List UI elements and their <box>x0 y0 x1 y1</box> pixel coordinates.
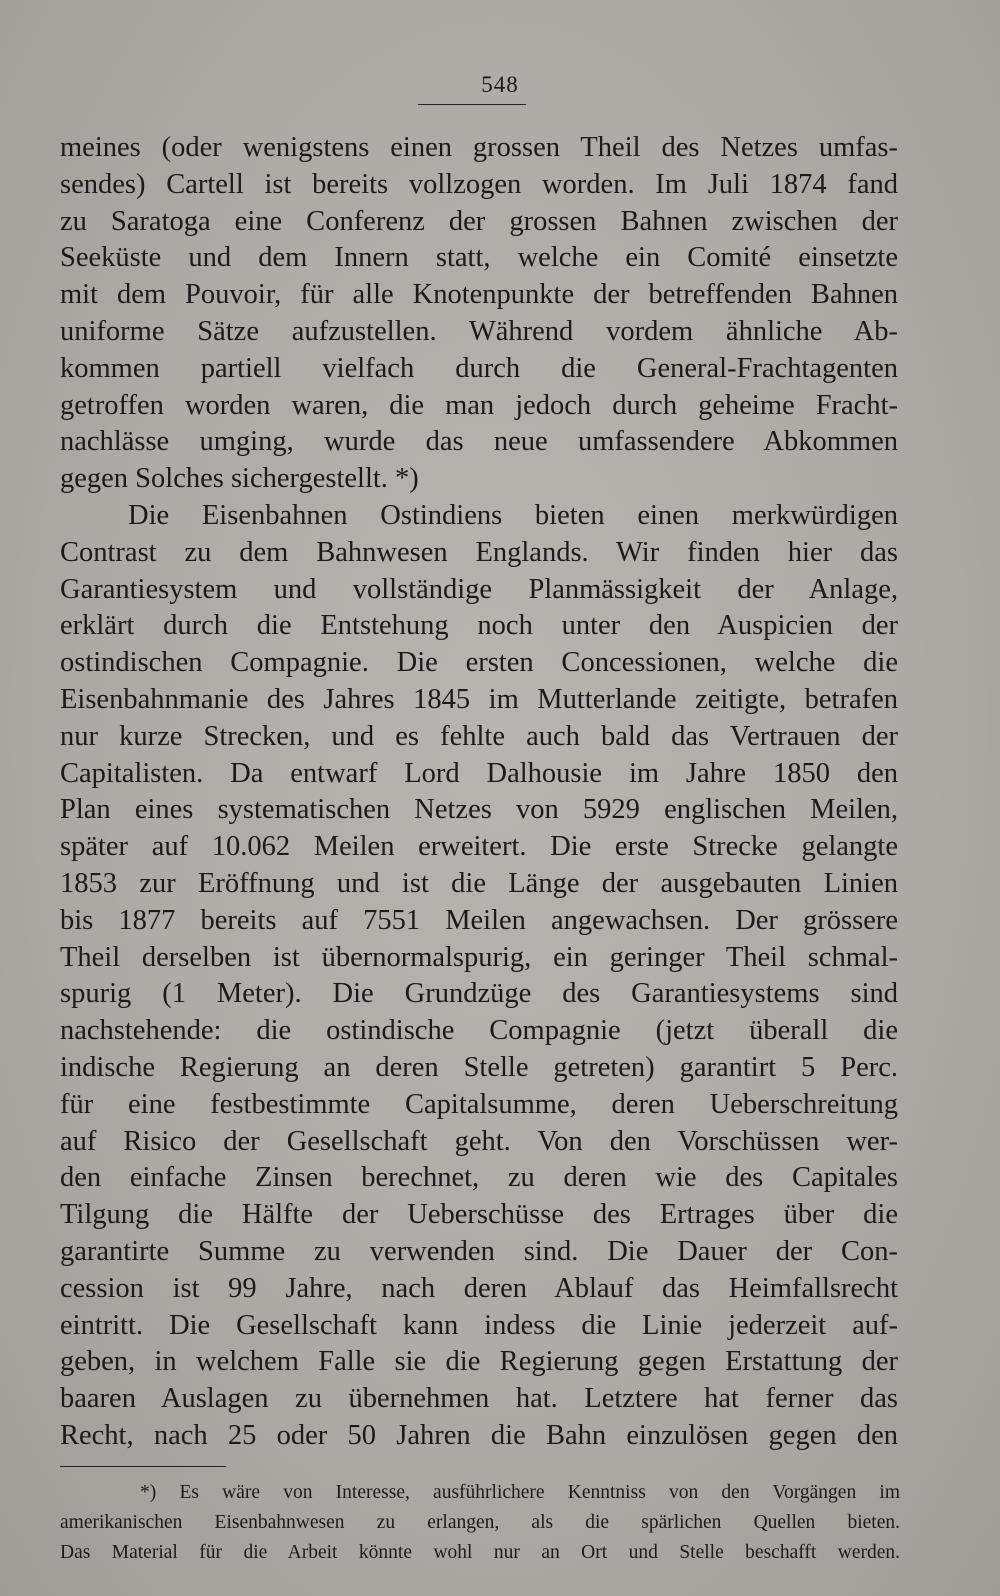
text-line: gegen Solches sichergestellt. *) <box>60 463 419 495</box>
text-line: Plan eines systematischen Netzes von 5929 englischen Meilen, <box>60 794 898 826</box>
text-line: Theil derselben ist übernormalspurig, ein geringer Theil schmal- <box>60 941 898 973</box>
text-line: spurig (1 Meter). Die Grundzüge des Garantiesystems sind <box>60 978 898 1010</box>
text-line: nachstehende: die ostindische Compagnie (jetzt überall die <box>60 1015 898 1047</box>
text-line: indische Regierung an deren Stelle getreten) garantirt 5 Perc. <box>60 1051 898 1083</box>
text-line: Recht, nach 25 oder 50 Jahren die Bahn einzulösen gegen den <box>60 1419 898 1451</box>
footnote-line: Das Material für die Arbeit könnte wohl nur an Ort und Stelle beschafft werden. <box>60 1542 900 1563</box>
text-line: geben, in welchem Falle sie die Regierung gegen Erstattung der <box>60 1346 898 1378</box>
text-line: Seeküste und dem Innern statt, welche ein Comité einsetzte <box>60 242 898 274</box>
text-line: erklärt durch die Entstehung noch unter den Auspicien der <box>60 610 898 642</box>
text-line: uniforme Sätze aufzustellen. Während vordem ähnliche Ab- <box>60 315 898 347</box>
text-line: Tilgung die Hälfte der Ueberschüsse des Ertrages über die <box>60 1199 898 1231</box>
text-line: cession ist 99 Jahre, nach deren Ablauf das Heimfallsrecht <box>60 1272 898 1304</box>
text-line: Capitalisten. Da entwarf Lord Dalhousie im Jahre 1850 den <box>60 757 898 789</box>
text-line: auf Risico der Gesellschaft geht. Von den Vorschüssen wer- <box>60 1125 898 1157</box>
text-line: Eisenbahnmanie des Jahres 1845 im Mutterlande zeitigte, betrafen <box>60 683 898 715</box>
text-line: bis 1877 bereits auf 7551 Meilen angewachsen. Der grössere <box>60 904 898 936</box>
footnote <box>60 1478 900 1568</box>
text-line: nur kurze Strecken, und es fehlte auch bald das Vertrauen der <box>60 720 898 752</box>
text-line: meines (oder wenigstens einen grossen Theil des Netzes umfas- <box>60 132 898 163</box>
text-line: eintritt. Die Gesellschaft kann indess die Linie jederzeit auf- <box>60 1309 898 1341</box>
text-line: zu Saratoga eine Conferenz der grossen Bahnen zwischen der <box>60 205 898 237</box>
text-line: den einfache Zinsen berechnet, zu deren wie des Capitales <box>60 1162 898 1194</box>
text-line: getroffen worden waren, die man jedoch durch geheime Fracht- <box>60 389 898 421</box>
footnote-line: amerikanischen Eisenbahnwesen zu erlangen, als die spärlichen Quellen bieten. <box>60 1512 900 1533</box>
text-line: Garantiesystem und vollständige Planmässigkeit der Anlage, <box>60 573 898 605</box>
text-line: sendes) Cartell ist bereits vollzogen worden. Im Juli 1874 fand <box>60 168 898 200</box>
text-line: nachlässe umging, wurde das neue umfassendere Abkommen <box>60 426 898 458</box>
body-text <box>60 130 898 1455</box>
page-number: 548 <box>481 72 519 97</box>
page-number-rule <box>418 104 526 105</box>
text-line: Contrast zu dem Bahnwesen Englands. Wir finden hier das <box>60 536 898 568</box>
text-line: mit dem Pouvoir, für alle Knotenpunkte der betreffenden Bahnen <box>60 279 898 311</box>
text-line: baaren Auslagen zu übernehmen hat. Letztere hat ferner das <box>60 1383 898 1415</box>
text-line: kommen partiell vielfach durch die General-Frachtagenten <box>60 352 898 384</box>
footnote-line: *) Es wäre von Interesse, ausführlichere Kenntniss von den Vorgängen im <box>140 1482 900 1503</box>
text-line: später auf 10.062 Meilen erweitert. Die erste Strecke gelangte <box>60 831 898 863</box>
text-line: 1853 zur Eröffnung und ist die Länge der ausgebauten Linien <box>60 867 898 899</box>
text-line: ostindischen Compagnie. Die ersten Concessionen, welche die <box>60 647 898 679</box>
footnote-rule <box>60 1466 226 1467</box>
text-line: garantirte Summe zu verwenden sind. Die Dauer der Con- <box>60 1235 898 1267</box>
text-line: für eine festbestimmte Capitalsumme, deren Ueberschreitung <box>60 1088 898 1120</box>
paragraph-start-line: Die Eisenbahnen Ostindiens bieten einen merkwürdigen <box>128 499 898 531</box>
